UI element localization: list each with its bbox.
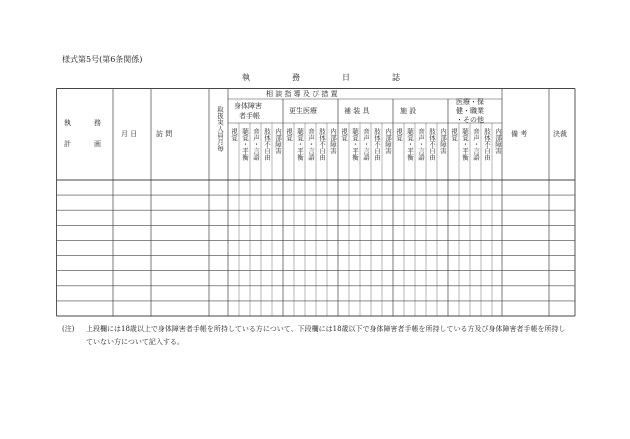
leaf-choukaku: 聴覚・平衡: [241, 128, 249, 161]
form-number: 様式第5号(第6条関係): [62, 55, 143, 64]
duty-log-table: [56, 88, 576, 318]
leaf-choukaku: 聴覚・平衡: [461, 128, 469, 161]
leaf-onsei: 音声・言語: [362, 128, 370, 161]
footnote-text: 上段欄には18歳以上で身体障害者手帳を所持している方について、下段欄には18歳以下で身体障害者手帳を所持している方及び身体障害者手帳を所持していない方について記入する。: [86, 325, 566, 346]
header-kousei: 更生医療: [289, 107, 317, 115]
leaf-shitai: 肢体不自由: [318, 128, 326, 161]
title-char: 誌: [392, 73, 400, 82]
leaf-choukaku: 聴覚・平衡: [406, 128, 414, 161]
header-actual-count: 取扱実人員月毎: [216, 106, 224, 152]
leaf-naibu: 内部障害: [439, 128, 447, 154]
header-shintai-2: 者手帳: [239, 112, 260, 120]
header-consult-group: 相 談 指 導 及 び 措 置: [266, 90, 338, 98]
leaf-shitai: 肢体不自由: [373, 128, 381, 161]
leaf-shikaku: 視覚: [340, 128, 348, 141]
page-title: [232, 72, 432, 84]
header-approval: 決裁: [553, 130, 567, 138]
leaf-naibu: 内部障害: [329, 128, 337, 154]
header-iryou-2: 健・職業: [456, 107, 484, 115]
leaf-shikaku: 視覚: [395, 128, 403, 141]
leaf-onsei: 音声・言語: [472, 128, 480, 161]
footnote-mark: (注): [62, 325, 75, 333]
header-plan-char: 計: [64, 140, 71, 148]
header-shintai-1: 身体障害: [234, 102, 262, 110]
leaf-shikaku: 視覚: [230, 128, 238, 141]
leaf-shikaku: 視覚: [285, 128, 293, 141]
leaf-naibu: 内部障害: [494, 128, 502, 154]
leaf-shitai: 肢体不自由: [483, 128, 491, 161]
leaf-onsei: 音声・言語: [252, 128, 260, 161]
title-char: 執: [242, 73, 250, 82]
title-char: 務: [292, 73, 300, 82]
leaf-onsei: 音声・言語: [417, 128, 425, 161]
leaf-choukaku: 聴覚・平衡: [351, 128, 359, 161]
header-plan-char: 執: [64, 119, 71, 127]
header-plan-char: 画: [94, 140, 101, 148]
header-remarks: 備 考: [511, 130, 528, 138]
leaf-shikaku: 視覚: [450, 128, 458, 141]
leaf-shitai: 肢体不自由: [263, 128, 271, 161]
header-plan-char: 務: [94, 119, 101, 127]
leaf-choukaku: 聴覚・平衡: [296, 128, 304, 161]
header-shisetsu: 施 設: [400, 107, 417, 115]
header-iryou-3: ・その他: [456, 116, 484, 124]
leaf-naibu: 内部障害: [384, 128, 392, 154]
header-date: 月 日: [121, 130, 138, 138]
title-char: 日: [342, 73, 350, 82]
leaf-naibu: 内部障害: [274, 128, 282, 154]
footnote: [62, 323, 567, 349]
header-iryou-1: 医療・保: [456, 98, 484, 106]
table-grid: [56, 88, 576, 318]
header-visit: 訪 問: [156, 130, 173, 138]
leaf-onsei: 音声・言語: [307, 128, 315, 161]
header-hosou: 補 装 具: [344, 107, 370, 115]
leaf-shitai: 肢体不自由: [428, 128, 436, 161]
